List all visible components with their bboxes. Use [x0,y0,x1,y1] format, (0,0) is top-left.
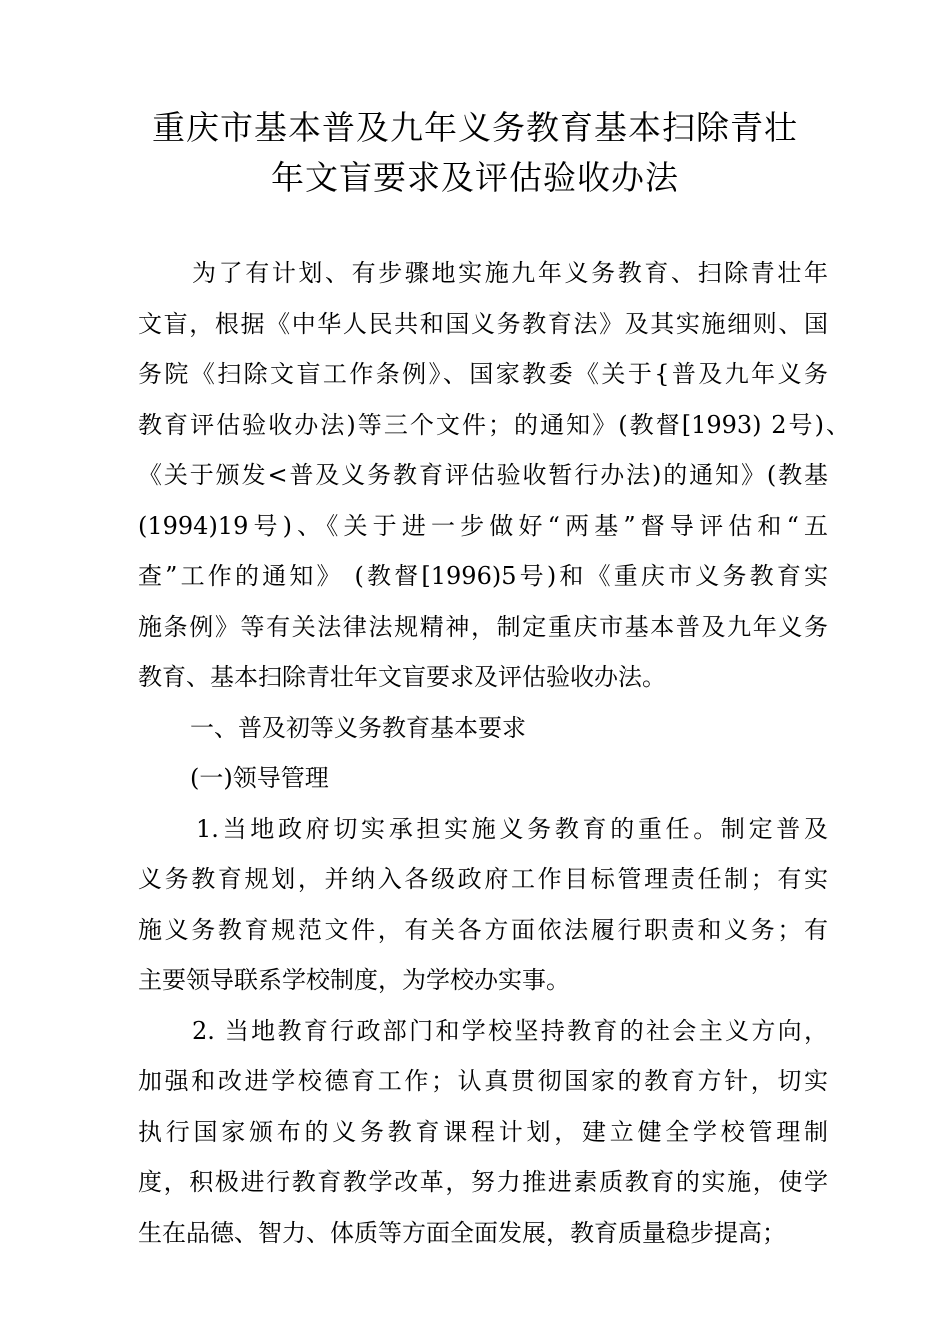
item-2-line: 生在品德、智力、体质等方面全面发展，教育质量稳步提高； [138,1219,786,1247]
document-title-line-2: 年文盲要求及评估验收办法 [271,158,679,197]
item-1-line: 主要领导联系学校制度，为学校办实事。 [138,966,570,994]
subsection-heading: (一)领导管理 [190,764,329,792]
item-2-line: 执行国家颁布的义务教育课程计划，建立健全学校管理制 [138,1118,828,1146]
item-1-line: 施义务教育规范文件，有关各方面依法履行职责和义务；有 [138,916,828,944]
intro-paragraph-line: (1994)19号)、《关于进一步做好“两基”督导评估和“五 [138,512,828,540]
item-1-line: 义务教育规划，并纳入各级政府工作目标管理责任制；有实 [138,865,828,893]
intro-paragraph-line: 教育评估验收办法)等三个文件；的通知》(教督[1993) 2号)、 [138,411,850,439]
intro-paragraph-line: 为了有计划、有步骤地实施九年义务教育、扫除青壮年 [192,259,828,287]
item-2-line: 加强和改进学校德育工作；认真贯彻国家的教育方针，切实 [138,1067,828,1095]
item-1-line: 1.当地政府切实承担实施义务教育的重任。制定普及 [196,815,828,843]
intro-paragraph-line: 文盲，根据《中华人民共和国义务教育法》及其实施细则、国 [138,310,828,338]
intro-paragraph-line: 施条例》等有关法律法规精神，制定重庆市基本普及九年义务 [138,613,828,641]
item-2-line: 度，积极进行教育教学改革，努力推进素质教育的实施，使学 [138,1168,828,1196]
intro-paragraph-line: 教育、基本扫除青壮年文盲要求及评估验收办法。 [138,663,666,691]
item-2-line: 2. 当地教育行政部门和学校坚持教育的社会主义方向， [192,1017,828,1045]
intro-paragraph-line: 务院《扫除文盲工作条例》、国家教委《关于{普及九年义务 [138,360,828,388]
intro-paragraph-line: 查”工作的通知》 (教督[1996)5号)和《重庆市义务教育实 [138,562,828,590]
section-heading: 一、普及初等义务教育基本要求 [190,714,526,742]
intro-paragraph-line: 《关于颁发<普及义务教育评估验收暂行办法)的通知》(教基 [138,461,828,489]
document-title-line-1: 重庆市基本普及九年义务教育基本扫除青壮 [152,108,798,147]
